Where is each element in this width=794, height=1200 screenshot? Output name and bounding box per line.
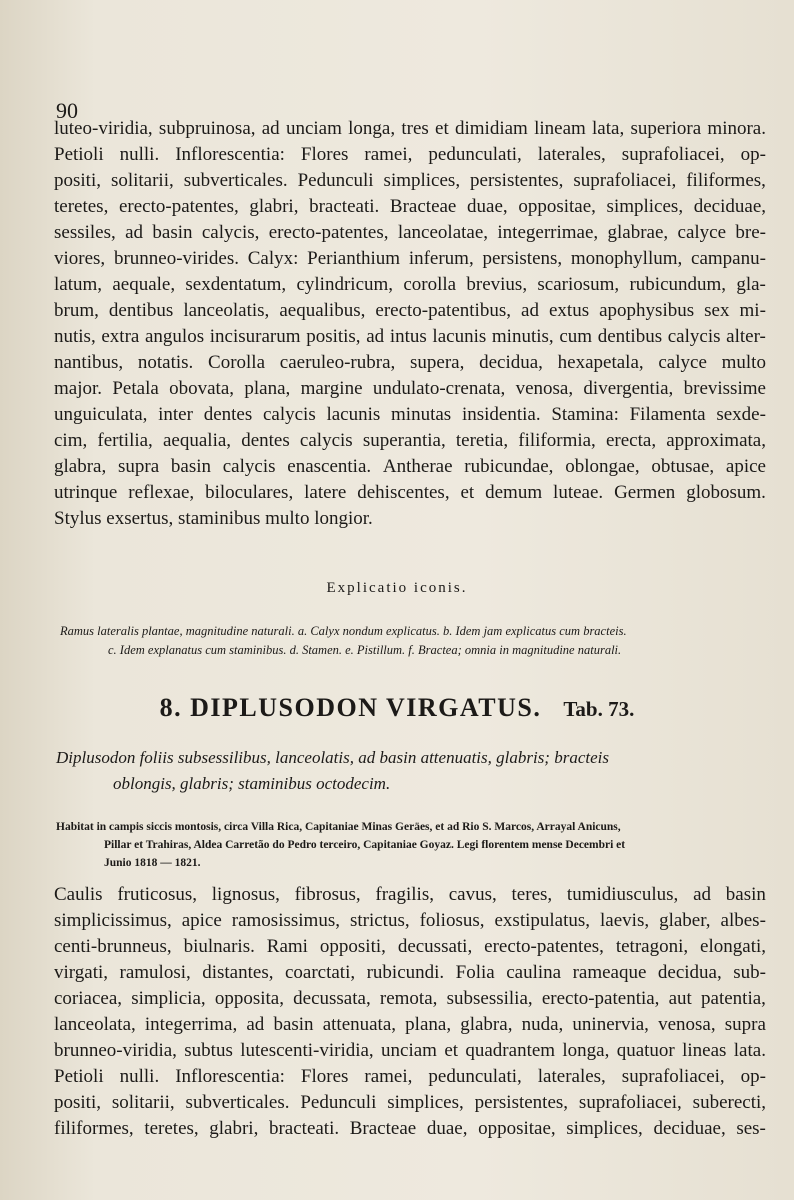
text-line: luteo-viridia, subpruinosa, ad unciam longa, tres et dimidiam lineam lata, superiora minora. xyxy=(54,118,766,139)
species-heading xyxy=(0,693,794,723)
species-number: 8. xyxy=(159,693,183,722)
text-line: latum, aequale, sexdentatum, cylindricum, corolla brevius, scariosum, rubicundum, gla- xyxy=(54,274,766,295)
page-number: 90 xyxy=(56,98,78,123)
text-line: filiformes, teretes, glabri, bracteati. Bracteae duae, oppositae, simplices, deciduae, ses- xyxy=(54,1118,766,1139)
text-line: unguiculata, inter dentes calycis lacunis minutas insidentia. Stamina: Filamenta sexde- xyxy=(54,404,766,425)
habitat-line-3: Junio 1818 — 1821. xyxy=(104,857,201,869)
text-line: cim, fertilia, aequalia, dentes calycis superantia, teretia, filiformia, erecta, approximata, xyxy=(54,430,766,451)
lower-description xyxy=(54,882,766,1142)
explicatio-line-2: c. Idem explanatus cum staminibus. d. Stamen. e. Pistillum. f. Bractea; omnia in magnitudine naturali. xyxy=(108,643,622,657)
text-line: centi-brunneus, biulnaris. Rami oppositi, decussati, erecto-patentes, tetragoni, elongati, xyxy=(54,936,766,957)
text-line: glabra, supra basin calycis enascentia. Antherae rubicundae, oblongae, obtusae, apice xyxy=(54,456,766,477)
explicatio-line-1: Ramus lateralis plantae, magnitudine naturali. a. Calyx nondum explicatus. b. Idem jam explicatus cum bracteis. xyxy=(60,624,627,638)
plate-reference: Tab. 73. xyxy=(563,697,635,721)
text-line: virgati, ramulosi, distantes, coarctati, rubicundi. Folia caulina rameaque decidua, sub- xyxy=(54,962,766,983)
species-name: DIPLUSODON VIRGATUS. xyxy=(190,693,542,722)
habitat-line-1: Habitat in campis siccis montosis, circa Villa Rica, Capitaniae Minas Geräes, et ad Rio S. Marcos, Arrayal Anicuns, xyxy=(56,821,621,833)
text-line: simplicissimus, apice ramosissimus, strictus, foliosus, exstipulatus, laevis, glaber, albes- xyxy=(54,910,766,931)
upper-description xyxy=(54,116,766,532)
text-line: brum, dentibus lanceolatis, aequalibus, erecto-patentibus, ad extus apophysibus sex mi- xyxy=(54,300,766,321)
diagnosis-line-2: oblongis, glabris; staminibus octodecim. xyxy=(113,774,391,793)
text-line: nantibus, notatis. Corolla caeruleo-rubra, supera, decidua, hexapetala, calyce multo xyxy=(54,352,766,373)
text-line: nutis, extra angulos incisurarum positis, ad intus lacunis minutis, cum dentibus calycis alter- xyxy=(54,326,766,347)
text-line: Petioli nulli. Inflorescentia: Flores ramei, pedunculati, laterales, suprafoliacei, op- xyxy=(54,144,766,165)
text-line: utrinque reflexae, biloculares, latere dehiscentes, et demum luteae. Germen globosum. xyxy=(54,482,766,503)
text-line: brunneo-viridia, subtus lutescenti-viridia, unciam et quadrantem longa, quatuor lineas lata. xyxy=(54,1040,766,1061)
text-line: lanceolata, integerrima, ad basin attenuata, plana, glabra, nuda, uninervia, venosa, supra xyxy=(54,1014,766,1035)
text-line: Stylus exsertus, staminibus multo longior. xyxy=(54,508,373,529)
explicatio-title: Explicatio iconis. xyxy=(326,580,468,596)
diagnosis-line-1: Diplusodon foliis subsessilibus, lanceolatis, ad basin attenuatis, glabris; bracteis xyxy=(56,748,609,767)
text-line: Petioli nulli. Inflorescentia: Flores ramei, pedunculati, laterales, suprafoliacei, op- xyxy=(54,1066,766,1087)
text-line: positi, solitarii, subverticales. Pedunculi simplices, persistentes, suprafoliacei, filiformes, xyxy=(54,170,766,191)
habitat-line-2: Pillar et Trahiras, Aldea Carretão do Pedro terceiro, Capitaniae Goyaz. Legi florentem mense Decembri et xyxy=(104,839,626,851)
text-line: Caulis fruticosus, lignosus, fibrosus, fragilis, cavus, teres, tumidiusculus, ad basin xyxy=(54,884,766,905)
text-line: teretes, erecto-patentes, glabri, bracteati. Bracteae duae, oppositae, simplices, deciduae, xyxy=(54,196,766,217)
text-line: positi, solitarii, subverticales. Pedunculi simplices, persistentes, suprafoliacei, suberecti, xyxy=(54,1092,766,1113)
text-line: coriacea, simplicia, opposita, decussata, remota, subsessilia, erecto-patentia, aut patentia, xyxy=(54,988,766,1009)
text-line: sessiles, ad basin calycis, erecto-patentes, lanceolatae, integerrimae, glabrae, calyce bre- xyxy=(54,222,766,243)
text-line: viores, brunneo-virides. Calyx: Perianthium inferum, persistens, monophyllum, campanu- xyxy=(54,248,766,269)
text-line: major. Petala obovata, plana, margine undulato-crenata, venosa, divergentia, brevissime xyxy=(54,378,766,399)
